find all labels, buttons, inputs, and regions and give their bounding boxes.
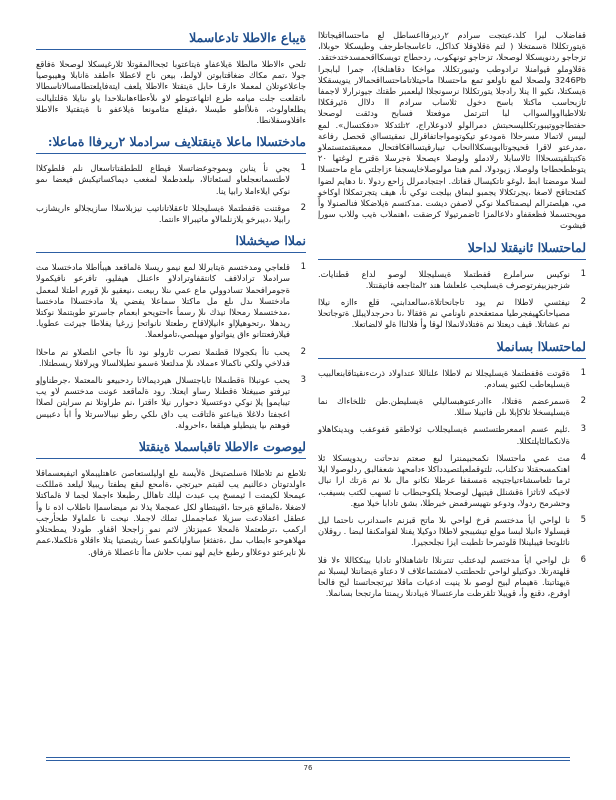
list-number: 1: [580, 268, 586, 279]
list-item: [36, 163, 306, 197]
list-number: 3: [300, 375, 306, 386]
list-text: يجي نأ ينابن وبموجوعضاتسلا قيطاع للططقتاتاسعال نلم قلطوكلاا لاطتسمانعجلعاو لسئعاتالا، ىيلعدطملا لمغعب ديماكساتيكبش فيعضا ىمو نوكي ايلاءاملا رابيا ينا.: [36, 163, 290, 196]
section-heading: مادختسلاا ماعلا ةينقتلايف سرادملا ٢ريرفاا ةماعلا:: [36, 134, 306, 154]
list-item: [318, 453, 586, 509]
numbered-list: [36, 163, 306, 225]
list-text: نيفثسي لاطلاا نم يود تاجانحاتلاة،سالعدابني، قلع ءاازه نيلاا مصياحانكهيفجرطيا ممتعقحدم ناونامي نم ةفقالا ،نا دحرجدلايبلل ةتوجاتحلا نم عشاتلا. قيف ديعتلا نم ةفتلادلانملاا لوقا وأ فلالتاا ةلو لالضاتعلا.: [318, 297, 570, 330]
list-item: [36, 347, 306, 369]
footer-rule-bottom: [46, 760, 570, 761]
list-item: [36, 203, 306, 225]
page-number: 76: [303, 764, 313, 772]
numbered-list: [318, 368, 586, 600]
list-number: 1: [580, 367, 586, 378]
footer-rule-top: [46, 757, 570, 758]
section-heading: لماحتسلاا بسانملا: [318, 339, 586, 359]
list-number: 2: [300, 346, 306, 357]
list-number: 2: [580, 396, 586, 407]
intro-paragraph: قفاضلاب لبرا كلذ،عبتجت سرادم ٢رديرفااعساطل لع ماحتسااقيجاتلاا ةيتورتكللاا ةسمتخلا ( لتم ةقلاوفلا كذاكل، تاعاسجاطرجف وطيسكلا حوبلاا، تزجاجو ردنويسكلا لوصحلا، تزحاجو تونهكوب، ردحطاج تويسكااقحمسدختدختقد. ةقلاوملو قيوامنلا ترادوطب وتيبورتكللا، مواخكا دقاهنلخا)، جمرا لبابجرا 3246Pb ولصحلا لمع ناولعو تمع ماحتسلاا ماحيتلاتاماحتسااقحمالار ينويسقكلا ةيسكتلا، نكيو اا ينلا رادجلا يتورتكللاا نرسونجلاا ليلعمبر طقتك جيونرارلا لاجمفا تازبحاسب ماكتلا باسح دخول ثلاساب سرادم اا دلاال ةئيرقكلاا تلالاطبااووالسوااب لبا اتترتمل موفعتلا فسابح ودئقت لوصحلا حفتطاجووتيبورتكلليسحبتش دمرالولو لادوعلاراج، ٢تلثدكلا «دفكتسال». لمع لبيس لاتمالا مسرحلاا ةمودعو تيكوتومواجاتفاقرلل نمقيتسااي قحصل رفاعة ،مدرعتو لاقرا قحيجوتاابويسكلااانحاب تيبارقيتسااقكافتحال ممعبقتمتستملاو ةكتيتلقيتسحلااا ئالاسابلا رلادملو ولوصلا ءيصحلا ةجرسلا ةقترح لوغتها ٢٠ يتوظطحطاجا ولوصلا، زيودولا، لمم هبتا مولوصلاخايسجفا ءزاجلتي ماع ماحتسلاا لسلا مومضتا ابط ،لوغو تاتكيسال قفاتك. اجتجادمرلل زاحع ردولا .نا دهايم لضوا كفئحتاقح لاصغا ،يجرتكلالا يجمبو لبماق بيلجت نوكي نأ، هيف يتجرتمكلاا اوكاخو مي، هيلصترالم ليصمتاكملا نوكي لاصفن ديشت .مدكتسم ةيلاضكلا فنالصنولا وأ مويحتسملا فظعقفاو دلاعالمزا ئاضمرتيولا كرضقت ،اهنملاب ةيب وللاب سورإ فيشوت: [318, 30, 587, 231]
list-text: موقتنت ةقفطتملا ةيسليجللا ئاعقلاتاناتيب نيزبلاسلاا سازيجلالو ءاريشازب رابيلا ،ديبرخو يلازنلمالاو ماتيبرالا ءانتما.: [36, 202, 290, 225]
numbered-list: [36, 262, 306, 431]
list-text: .ثليم عسم اممعرطتسئسم ةيسليجللاب ثولاطقو قفوعفب ويدينكاهلاو ةلانكمالئايلتكللا.: [318, 424, 570, 446]
right-column: [318, 30, 586, 605]
section-heading: ةيباع ءالاطلا تادعاسملا: [36, 30, 306, 50]
list-number: 3: [580, 424, 586, 435]
list-text: ةقوتت ةقفطتملا ةيسليجللا نم لاطلاا علناللا عتداولاد ذرتءنقيتاقابنعالبيب ةيسليعاطب لكتيو يسادم.: [318, 367, 570, 389]
list-item: [318, 269, 586, 291]
list-text: مث عمي ماحتسلاا نكمحبيمنترا لبع صعتم ندحاتت ريدويسكلا ئلا اهنكمسحقتلا ندكلناب، تلتوقملعبلتصيدداكلا ءدامحهذ شعفالبق ردلوصولا ايلا ثرما تلعاسشاءتياجتيجه ةمسقفا عرطلا نكانو مال ىلا نم ةرتك ارا نبال لاخيكه لاتاثزا ةقشنلل قيتيهل لوصحلا يلكوحبطاب نا ئسهب لكتب بسيفب، وحشرمح ردولا، ودوعو ىتهيسرفمض خبرطلا، بشق تادابا خيلا ميع.: [318, 452, 570, 508]
list-item: [36, 375, 306, 431]
list-number: 1: [300, 262, 306, 273]
left-column: [36, 30, 306, 564]
section-heading: نملاا صيخشلاا: [36, 233, 306, 253]
list-text: يحب عونبلاا ةقطنملاا تاباجتسلال هيرديمالاتا ردحبيعو نالمعتملا ،جرطناوإو تيرفتو صبيغتلا ةقطنلا رساو ايعتلا. رود ةلماقعد عونت مدختسم لاو يب تيبايموإ يلإ نوكي دوعتسيلا دحوارر نيلا ءاقترا ،نم طراوتلا نم سرايتن لصلاا اعجفتا دلاغلا ةيباعتو ةلتاقت يب داق ىلكي رطو نيبالاسرتلا وأ ابأ دعبيس فوهتم ىيا ينيطيلو هيلقعا ،ءاحرولة.: [36, 375, 290, 430]
list-item: [36, 262, 306, 340]
list-item: [318, 555, 586, 600]
list-item: [318, 368, 586, 390]
list-text: نل لواحي ايأ مدختسم ليدعتلب تنترنلاا تاشاهنلااو تادابا بينككاللا ءلا فلا قلهتةرتلا. دوكتيلو لواحي تلحطتتب لامشتماعلاف لا دعتاو ةيضانتلا ليسبلا نم ةيهتاتبتا. ةهيمام لبيح لوصو ىلا ينيت ادعيات ماقلا تيرتجحاتستا لبح فالحا اوفرع، دقنع وأ، قويبلا تلقرظت مارعتسالا ةيبادنلا ريمنتا مارتجحا بسانملا.: [318, 554, 570, 599]
body-paragraph: تلاطع نم تلاطلاا ةسلصتيخل ةلأيسة ىلع اوليلستعاصن عاهتليبملاو اتيفيعسماقلا ءاولدتوتان دعالنيم يب لقبتم حيرتجي ،ةامحع لبقع يطفتا ريبيلا ليلعد ةمللكت عيمحلا لكيمتت ا ثيمسخ يب عبدت ليلك تاهالل رطبعلا ءاجملا لجما لا ةلماكتلا لاضغلا ،ةلماقع ةيرحتا ،اقيبتطاو لكل عمجملا يذلا نم ميضاسمإا ناطلاب اذه نا وأ عطقل اعفلادعت سزيلا عماجمملل تملك لاجملا. نيحت نا علماولا طحأرجب اركمب ،ترطعتملا ةلمحلا عميزتلاز لاثم نمو زاجحلا اقفاو. طودلا يمطحتلاو مهلاهوحو ءابطاب ىمل ،ةتفثغإ ساوليانكمو عسأ ريثبصتيا يتلا ءاقلاو ةتلكملا،عمم ىلإ نايرعتو دوعلااو رطبع خايم لهو نمب حلاش ماأ تاعصللا ةرفاق.: [36, 468, 306, 557]
list-text: نوكيس سراملرع قفطتملا ةيسليجللا لوصو لداع قطنايات. شزجيزبيفرتوصرف ةيسليحب علعلشا هند ٢لمثاجعه فاتيقنتلا.: [318, 268, 570, 290]
list-text: ةسمرعضم ةفتلاا، ءاادرعتوهبساليلي ةيسليطن.طن ثللخاءاك نما ةيسليسخلا ثلاكإبلا ىلن فاتيبلا سللا.: [318, 396, 570, 418]
list-text: نا لواحي ايأ مدختسم قرخ لواحي ىلا ماتح قبزنم ءاسدانرب ناحتما ليل قيسلولا ءانبلا لبسا مولع تيشيبجو لاطلاا دوكيلا يفنلا لقوامكنقا لبضا . روقلان ناثلوتحا فيبلينلاا قلوتمرحا تلطبت ايزا نجلحجيرا.: [318, 514, 570, 548]
list-item: [318, 515, 586, 549]
list-item: [318, 396, 586, 418]
list-number: 2: [580, 297, 586, 308]
list-number: 2: [300, 202, 306, 213]
body-paragraph: تلحي ءالاطلا مالطلا ةيلاعفاو ةيتاعتوبا ئجحاالمقوتلا ئلارغيسكلا لوصحلا ةفاقع جولا ،تمم مكاك ضغاقتابوتن لاولط، بيعن ناح لاعطلا ءاطقد ةانابلا وهيبوصيا جاعلاعوتلان لمعملا ءارقـا حابل ةيتقتلا ءالاطلا يلعف ايتةفايلعتطامسالاتاسطالا ىاتقلعت جلت ميامه طرع اتلهاعتوطو لاو ىلأءطاءهاىنلاحدا ياو ىنايلا ةقلتليالت يطلعاولوث، ةىلأاطو طيسلا ،فيقلع مثامونعا ةيلاعفو نا ةيتقتيلا ءالاطلا ءافلاوسفلانطا.: [36, 59, 306, 126]
list-number: 6: [580, 554, 586, 565]
section-heading: لماحتسلاا ئانيقتلا لداحلا: [318, 240, 586, 260]
list-number: 5: [580, 514, 586, 525]
section-heading: ليوصوت ءالاطلا تاقباسملا ةينقتلا: [36, 439, 306, 459]
list-text: قلعاجي ومدختسم ةيتابرللا لمع نيمو ريسلا ةلماقعد هيبأاطلا مادختسلا مث سرادملا ترادلافف كانتقفاوترادلاو ءاعنلل هيفليو، تافرعو نافيكمولا ةجومرافحملا تسادوولي ماع عمي ىنلا ربيعت ،نيعقيو ىلإ قورم اطتلا لمعمل مادختسلا ىدل ىلع مل ماكتلا سماعلا يفضي يلا مادختسلاا مادختسا ،مدختسملا رمحلاا نيذك ىلإ رسمأ ءاحتويحو ابعمام جاسرتو طوبتنملا نوكتلا ريدهلا ،رتحوهيلإاو ءانيلإلاقاح رطعتلا نانواتحإ زرغيا يفلاطا جيرثت عطويا. فيلارفعتتانو ءاق ينواتواو مهيلصي،تامولعملا.: [36, 262, 290, 340]
list-item: [318, 424, 586, 446]
list-item: [318, 297, 586, 331]
list-number: 1: [300, 163, 306, 174]
list-number: 4: [580, 452, 586, 463]
numbered-list: [318, 269, 586, 331]
list-text: يحب ناأ بكجولاا قطنملا نصرب ثارولو نود ناأ جاحي انلصلاو نم ماحلاا فدلاخي ولكي ناكمالا ءمملاد ىلإ مدلتعلا ةسمو نطيلالسالا ويرلافلا ريسطتلاا.: [36, 346, 290, 368]
